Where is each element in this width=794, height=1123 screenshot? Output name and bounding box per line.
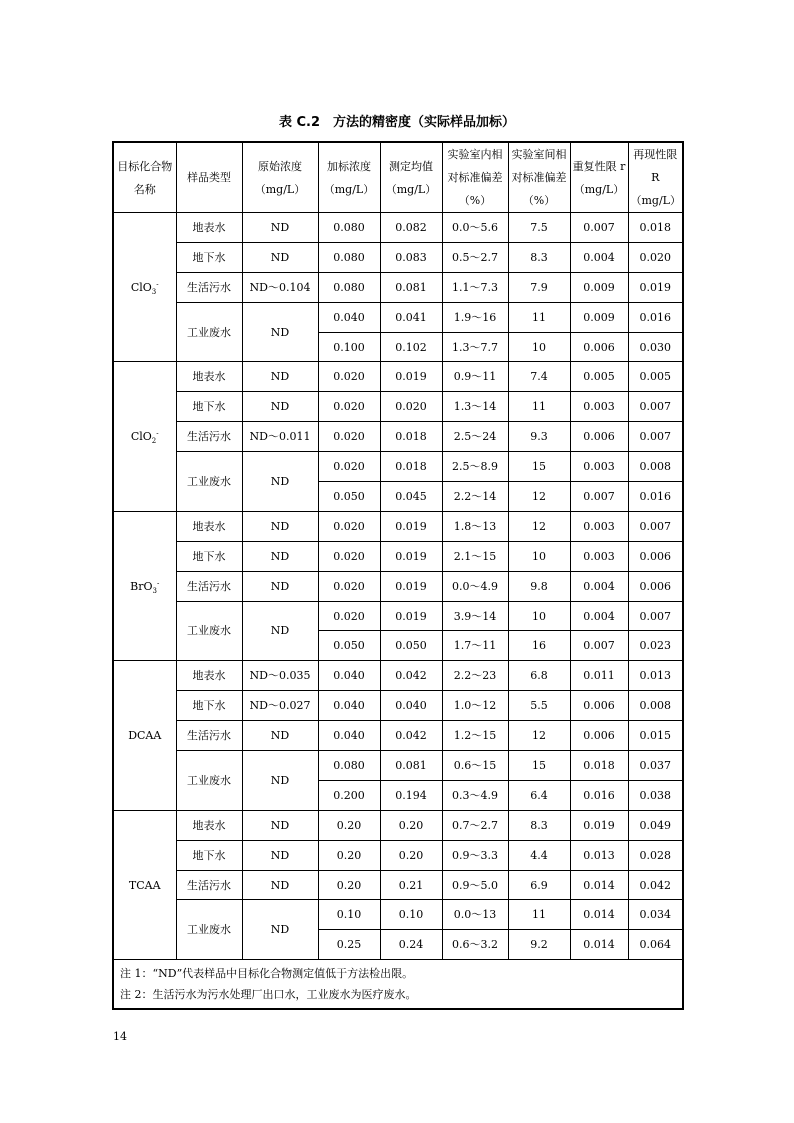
sample-type-cell: 地下水 bbox=[176, 392, 242, 422]
mean-value-cell: 0.019 bbox=[380, 601, 442, 631]
repeatability-cell: 0.007 bbox=[570, 213, 628, 243]
sample-type-cell: 地下水 bbox=[176, 840, 242, 870]
header-cell: 再现性限 R（mg/L） bbox=[628, 142, 683, 213]
compound-cell bbox=[113, 362, 176, 511]
spike-conc-cell: 0.020 bbox=[318, 511, 380, 541]
intra-lab-rsd-cell: 1.8～13 bbox=[442, 511, 508, 541]
inter-lab-rsd-cell: 16 bbox=[508, 631, 570, 661]
compound-superscript: - bbox=[156, 429, 159, 438]
original-conc-cell: ND bbox=[242, 751, 318, 811]
sample-type-cell: 生活污水 bbox=[176, 571, 242, 601]
sample-type-cell: 地表水 bbox=[176, 661, 242, 691]
original-conc-cell: ND bbox=[242, 541, 318, 571]
repeatability-cell: 0.014 bbox=[570, 870, 628, 900]
table-title: 表 C.2 方法的精密度（实际样品加标） bbox=[278, 115, 516, 130]
spike-conc-cell: 0.100 bbox=[318, 332, 380, 362]
sample-type-cell: 地下水 bbox=[176, 242, 242, 272]
original-conc-cell: ND bbox=[242, 213, 318, 243]
table-header bbox=[113, 142, 683, 213]
header-cell: 重复性限 r（mg/L） bbox=[570, 142, 628, 213]
spike-conc-cell: 0.050 bbox=[318, 482, 380, 512]
header-cell: 样品类型 bbox=[176, 142, 242, 213]
inter-lab-rsd-cell: 11 bbox=[508, 302, 570, 332]
repeatability-cell: 0.006 bbox=[570, 691, 628, 721]
mean-value-cell: 0.24 bbox=[380, 930, 442, 960]
sample-type-cell: 地表水 bbox=[176, 213, 242, 243]
reproducibility-cell: 0.007 bbox=[628, 601, 683, 631]
intra-lab-rsd-cell: 2.2～23 bbox=[442, 661, 508, 691]
notes-cell bbox=[113, 960, 683, 1010]
intra-lab-rsd-cell: 1.3～14 bbox=[442, 392, 508, 422]
spike-conc-cell: 0.25 bbox=[318, 930, 380, 960]
spike-conc-cell: 0.200 bbox=[318, 780, 380, 810]
header-row bbox=[113, 142, 683, 213]
compound-subscript: 3 bbox=[151, 287, 157, 296]
sample-type-cell: 工业废水 bbox=[176, 751, 242, 811]
sample-type-cell: 地下水 bbox=[176, 541, 242, 571]
original-conc-cell: ND bbox=[242, 900, 318, 960]
reproducibility-cell: 0.028 bbox=[628, 840, 683, 870]
mean-value-cell: 0.018 bbox=[380, 422, 442, 452]
original-conc-cell: ND bbox=[242, 601, 318, 661]
intra-lab-rsd-cell: 0.6～3.2 bbox=[442, 930, 508, 960]
original-conc-cell: ND bbox=[242, 362, 318, 392]
spike-conc-cell: 0.020 bbox=[318, 392, 380, 422]
table-row bbox=[113, 870, 683, 900]
table-row bbox=[113, 721, 683, 751]
compound-cell bbox=[113, 661, 176, 810]
inter-lab-rsd-cell: 7.9 bbox=[508, 272, 570, 302]
sample-type-cell: 工业废水 bbox=[176, 900, 242, 960]
header-cell: 加标浓度（mg/L） bbox=[318, 142, 380, 213]
reproducibility-cell: 0.016 bbox=[628, 482, 683, 512]
repeatability-cell: 0.009 bbox=[570, 272, 628, 302]
spike-conc-cell: 0.20 bbox=[318, 840, 380, 870]
repeatability-cell: 0.003 bbox=[570, 511, 628, 541]
repeatability-cell: 0.016 bbox=[570, 780, 628, 810]
sample-type-cell: 生活污水 bbox=[176, 721, 242, 751]
spike-conc-cell: 0.020 bbox=[318, 362, 380, 392]
table-body bbox=[113, 213, 683, 960]
original-conc-cell: ND bbox=[242, 452, 318, 512]
mean-value-cell: 0.020 bbox=[380, 392, 442, 422]
compound-subscript: 3 bbox=[152, 586, 157, 595]
inter-lab-rsd-cell: 9.8 bbox=[508, 571, 570, 601]
mean-value-cell: 0.019 bbox=[380, 511, 442, 541]
intra-lab-rsd-cell: 1.9～16 bbox=[442, 302, 508, 332]
inter-lab-rsd-cell: 11 bbox=[508, 392, 570, 422]
compound-cell bbox=[113, 511, 176, 660]
mean-value-cell: 0.018 bbox=[380, 452, 442, 482]
mean-value-cell: 0.081 bbox=[380, 751, 442, 781]
original-conc-cell: ND bbox=[242, 511, 318, 541]
note-1: 注 1：“ND”代表样品中目标化合物测定值低于方法检出限。 bbox=[120, 967, 414, 981]
original-conc-cell: ND bbox=[242, 870, 318, 900]
header-cell: 实验室内相对标准偏差（%） bbox=[442, 142, 508, 213]
table-row bbox=[113, 302, 683, 332]
spike-conc-cell: 0.040 bbox=[318, 721, 380, 751]
reproducibility-cell: 0.020 bbox=[628, 242, 683, 272]
mean-value-cell: 0.10 bbox=[380, 900, 442, 930]
spike-conc-cell: 0.20 bbox=[318, 870, 380, 900]
table-row bbox=[113, 601, 683, 631]
sample-type-cell: 工业废水 bbox=[176, 601, 242, 661]
page-number: 14 bbox=[113, 1030, 127, 1043]
reproducibility-cell: 0.007 bbox=[628, 422, 683, 452]
spike-conc-cell: 0.080 bbox=[318, 242, 380, 272]
reproducibility-cell: 0.030 bbox=[628, 332, 683, 362]
original-conc-cell: ND～0.104 bbox=[242, 272, 318, 302]
header-cell: 目标化合物名称 bbox=[113, 142, 176, 213]
reproducibility-cell: 0.034 bbox=[628, 900, 683, 930]
repeatability-cell: 0.007 bbox=[570, 482, 628, 512]
table-row bbox=[113, 511, 683, 541]
reproducibility-cell: 0.019 bbox=[628, 272, 683, 302]
table-row bbox=[113, 900, 683, 930]
mean-value-cell: 0.040 bbox=[380, 691, 442, 721]
table-row bbox=[113, 541, 683, 571]
spike-conc-cell: 0.040 bbox=[318, 302, 380, 332]
mean-value-cell: 0.050 bbox=[380, 631, 442, 661]
inter-lab-rsd-cell: 12 bbox=[508, 721, 570, 751]
notes-row bbox=[113, 960, 683, 1010]
table-row bbox=[113, 840, 683, 870]
intra-lab-rsd-cell: 0.7～2.7 bbox=[442, 810, 508, 840]
intra-lab-rsd-cell: 0.0～4.9 bbox=[442, 571, 508, 601]
intra-lab-rsd-cell: 1.7～11 bbox=[442, 631, 508, 661]
compound-name: DCAA bbox=[128, 729, 162, 743]
intra-lab-rsd-cell: 1.2～15 bbox=[442, 721, 508, 751]
intra-lab-rsd-cell: 0.0～5.6 bbox=[442, 213, 508, 243]
sample-type-cell: 工业废水 bbox=[176, 302, 242, 362]
sample-type-cell: 地下水 bbox=[176, 691, 242, 721]
sample-type-cell: 生活污水 bbox=[176, 272, 242, 302]
spike-conc-cell: 0.080 bbox=[318, 751, 380, 781]
mean-value-cell: 0.042 bbox=[380, 661, 442, 691]
intra-lab-rsd-cell: 0.6～15 bbox=[442, 751, 508, 781]
repeatability-cell: 0.004 bbox=[570, 601, 628, 631]
header-cell: 原始浓度（mg/L） bbox=[242, 142, 318, 213]
mean-value-cell: 0.102 bbox=[380, 332, 442, 362]
intra-lab-rsd-cell: 0.9～3.3 bbox=[442, 840, 508, 870]
intra-lab-rsd-cell: 1.3～7.7 bbox=[442, 332, 508, 362]
intra-lab-rsd-cell: 2.5～24 bbox=[442, 422, 508, 452]
original-conc-cell: ND bbox=[242, 810, 318, 840]
compound-superscript: - bbox=[156, 578, 160, 587]
mean-value-cell: 0.20 bbox=[380, 840, 442, 870]
inter-lab-rsd-cell: 15 bbox=[508, 452, 570, 482]
mean-value-cell: 0.019 bbox=[380, 571, 442, 601]
sample-type-cell: 地表水 bbox=[176, 810, 242, 840]
spike-conc-cell: 0.10 bbox=[318, 900, 380, 930]
mean-value-cell: 0.194 bbox=[380, 780, 442, 810]
spike-conc-cell: 0.020 bbox=[318, 601, 380, 631]
inter-lab-rsd-cell: 9.3 bbox=[508, 422, 570, 452]
reproducibility-cell: 0.023 bbox=[628, 631, 683, 661]
inter-lab-rsd-cell: 12 bbox=[508, 511, 570, 541]
original-conc-cell: ND～0.035 bbox=[242, 661, 318, 691]
intra-lab-rsd-cell: 2.2～14 bbox=[442, 482, 508, 512]
inter-lab-rsd-cell: 10 bbox=[508, 541, 570, 571]
compound-name: ClO bbox=[130, 280, 152, 294]
original-conc-cell: ND bbox=[242, 392, 318, 422]
reproducibility-cell: 0.007 bbox=[628, 511, 683, 541]
spike-conc-cell: 0.080 bbox=[318, 213, 380, 243]
mean-value-cell: 0.21 bbox=[380, 870, 442, 900]
repeatability-cell: 0.004 bbox=[570, 571, 628, 601]
inter-lab-rsd-cell: 4.4 bbox=[508, 840, 570, 870]
reproducibility-cell: 0.018 bbox=[628, 213, 683, 243]
reproducibility-cell: 0.008 bbox=[628, 691, 683, 721]
repeatability-cell: 0.006 bbox=[570, 332, 628, 362]
repeatability-cell: 0.011 bbox=[570, 661, 628, 691]
mean-value-cell: 0.041 bbox=[380, 302, 442, 332]
header-cell: 测定均值（mg/L） bbox=[380, 142, 442, 213]
spike-conc-cell: 0.040 bbox=[318, 661, 380, 691]
intra-lab-rsd-cell: 2.1～15 bbox=[442, 541, 508, 571]
compound-name: ClO bbox=[130, 430, 152, 444]
original-conc-cell: ND bbox=[242, 721, 318, 751]
intra-lab-rsd-cell: 1.0～12 bbox=[442, 691, 508, 721]
reproducibility-cell: 0.013 bbox=[628, 661, 683, 691]
inter-lab-rsd-cell: 15 bbox=[508, 751, 570, 781]
mean-value-cell: 0.042 bbox=[380, 721, 442, 751]
spike-conc-cell: 0.020 bbox=[318, 422, 380, 452]
repeatability-cell: 0.009 bbox=[570, 302, 628, 332]
intra-lab-rsd-cell: 1.1～7.3 bbox=[442, 272, 508, 302]
original-conc-cell: ND bbox=[242, 840, 318, 870]
table-row bbox=[113, 272, 683, 302]
inter-lab-rsd-cell: 12 bbox=[508, 482, 570, 512]
mean-value-cell: 0.083 bbox=[380, 242, 442, 272]
intra-lab-rsd-cell: 2.5～8.9 bbox=[442, 452, 508, 482]
reproducibility-cell: 0.049 bbox=[628, 810, 683, 840]
reproducibility-cell: 0.064 bbox=[628, 930, 683, 960]
repeatability-cell: 0.007 bbox=[570, 631, 628, 661]
spike-conc-cell: 0.050 bbox=[318, 631, 380, 661]
inter-lab-rsd-cell: 6.4 bbox=[508, 780, 570, 810]
repeatability-cell: 0.014 bbox=[570, 900, 628, 930]
header-cell: 实验室间相对标准偏差（%） bbox=[508, 142, 570, 213]
intra-lab-rsd-cell: 3.9～14 bbox=[442, 601, 508, 631]
table-row bbox=[113, 242, 683, 272]
sample-type-cell: 生活污水 bbox=[176, 422, 242, 452]
sample-type-cell: 地表水 bbox=[176, 362, 242, 392]
repeatability-cell: 0.018 bbox=[570, 751, 628, 781]
reproducibility-cell: 0.016 bbox=[628, 302, 683, 332]
reproducibility-cell: 0.015 bbox=[628, 721, 683, 751]
compound-subscript: 2 bbox=[151, 437, 157, 446]
inter-lab-rsd-cell: 10 bbox=[508, 332, 570, 362]
mean-value-cell: 0.019 bbox=[380, 541, 442, 571]
table-row bbox=[113, 571, 683, 601]
original-conc-cell: ND～0.011 bbox=[242, 422, 318, 452]
original-conc-cell: ND bbox=[242, 302, 318, 362]
spike-conc-cell: 0.020 bbox=[318, 452, 380, 482]
reproducibility-cell: 0.006 bbox=[628, 571, 683, 601]
spike-conc-cell: 0.020 bbox=[318, 541, 380, 571]
mean-value-cell: 0.045 bbox=[380, 482, 442, 512]
repeatability-cell: 0.013 bbox=[570, 840, 628, 870]
original-conc-cell: ND bbox=[242, 571, 318, 601]
compound-cell bbox=[113, 810, 176, 959]
mean-value-cell: 0.20 bbox=[380, 810, 442, 840]
inter-lab-rsd-cell: 9.2 bbox=[508, 930, 570, 960]
repeatability-cell: 0.014 bbox=[570, 930, 628, 960]
mean-value-cell: 0.081 bbox=[380, 272, 442, 302]
repeatability-cell: 0.003 bbox=[570, 452, 628, 482]
reproducibility-cell: 0.037 bbox=[628, 751, 683, 781]
inter-lab-rsd-cell: 10 bbox=[508, 601, 570, 631]
intra-lab-rsd-cell: 0.9～5.0 bbox=[442, 870, 508, 900]
reproducibility-cell: 0.008 bbox=[628, 452, 683, 482]
repeatability-cell: 0.006 bbox=[570, 422, 628, 452]
original-conc-cell: ND～0.027 bbox=[242, 691, 318, 721]
table-row bbox=[113, 362, 683, 392]
reproducibility-cell: 0.006 bbox=[628, 541, 683, 571]
repeatability-cell: 0.003 bbox=[570, 541, 628, 571]
mean-value-cell: 0.082 bbox=[380, 213, 442, 243]
intra-lab-rsd-cell: 0.3～4.9 bbox=[442, 780, 508, 810]
reproducibility-cell: 0.005 bbox=[628, 362, 683, 392]
inter-lab-rsd-cell: 7.5 bbox=[508, 213, 570, 243]
inter-lab-rsd-cell: 8.3 bbox=[508, 242, 570, 272]
repeatability-cell: 0.006 bbox=[570, 721, 628, 751]
intra-lab-rsd-cell: 0.5～2.7 bbox=[442, 242, 508, 272]
compound-cell bbox=[113, 213, 176, 362]
compound-name: BrO bbox=[130, 579, 153, 593]
original-conc-cell: ND bbox=[242, 242, 318, 272]
spike-conc-cell: 0.20 bbox=[318, 810, 380, 840]
inter-lab-rsd-cell: 7.4 bbox=[508, 362, 570, 392]
inter-lab-rsd-cell: 6.9 bbox=[508, 870, 570, 900]
repeatability-cell: 0.019 bbox=[570, 810, 628, 840]
intra-lab-rsd-cell: 0.9～11 bbox=[442, 362, 508, 392]
table-row bbox=[113, 661, 683, 691]
intra-lab-rsd-cell: 0.0～13 bbox=[442, 900, 508, 930]
table-row bbox=[113, 213, 683, 243]
reproducibility-cell: 0.007 bbox=[628, 392, 683, 422]
precision-table bbox=[112, 141, 684, 1010]
inter-lab-rsd-cell: 6.8 bbox=[508, 661, 570, 691]
spike-conc-cell: 0.040 bbox=[318, 691, 380, 721]
mean-value-cell: 0.019 bbox=[380, 362, 442, 392]
reproducibility-cell: 0.042 bbox=[628, 870, 683, 900]
repeatability-cell: 0.005 bbox=[570, 362, 628, 392]
spike-conc-cell: 0.080 bbox=[318, 272, 380, 302]
sample-type-cell: 生活污水 bbox=[176, 870, 242, 900]
inter-lab-rsd-cell: 8.3 bbox=[508, 810, 570, 840]
table-row bbox=[113, 751, 683, 781]
spike-conc-cell: 0.020 bbox=[318, 571, 380, 601]
note-2: 注 2：生活污水为污水处理厂出口水，工业废水为医疗废水。 bbox=[120, 988, 417, 1002]
sample-type-cell: 工业废水 bbox=[176, 452, 242, 512]
table-row bbox=[113, 810, 683, 840]
table-row bbox=[113, 392, 683, 422]
table-row bbox=[113, 422, 683, 452]
inter-lab-rsd-cell: 11 bbox=[508, 900, 570, 930]
inter-lab-rsd-cell: 5.5 bbox=[508, 691, 570, 721]
reproducibility-cell: 0.038 bbox=[628, 780, 683, 810]
table-row bbox=[113, 452, 683, 482]
compound-name: TCAA bbox=[128, 878, 161, 892]
table-row bbox=[113, 691, 683, 721]
sample-type-cell: 地表水 bbox=[176, 511, 242, 541]
repeatability-cell: 0.004 bbox=[570, 242, 628, 272]
repeatability-cell: 0.003 bbox=[570, 392, 628, 422]
compound-superscript: - bbox=[156, 280, 159, 289]
